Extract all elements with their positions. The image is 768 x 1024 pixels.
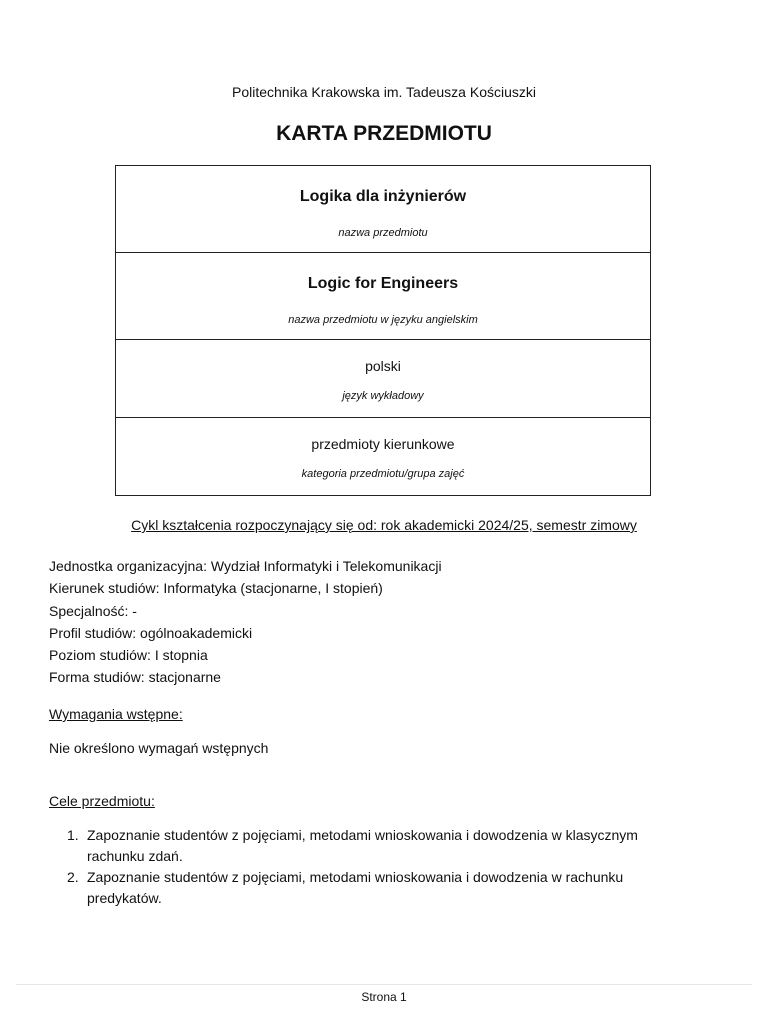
category-value: przedmioty kierunkowe: [311, 435, 455, 452]
subject-name-caption: nazwa przedmiotu: [338, 227, 428, 239]
footer-divider: [16, 984, 752, 985]
goal-text: Zapoznanie studentów z pojęciami, metodami wnioskowania i dowodzenia w klasycznym rachunku zdań.: [87, 827, 638, 864]
info-line-specialty: Specjalność: -: [49, 602, 137, 619]
info-line-profile: Profil studiów: ogólnoakademicki: [49, 624, 253, 641]
document-title: KARTA PRZEDMIOTU: [276, 122, 492, 145]
goal-text: Zapoznanie studentów z pojęciami, metodami wnioskowania i dowodzenia w rachunku predykatów.: [87, 869, 624, 906]
page-number: Strona 1: [361, 990, 407, 1004]
education-cycle-text: Cykl kształcenia rozpoczynający się od: rok akademicki 2024/25, semestr zimowy: [131, 517, 637, 533]
requirements-text: Nie określono wymagań wstępnych: [49, 740, 269, 756]
study-info: [49, 555, 442, 689]
language-cell: [116, 340, 650, 418]
subject-name-en-caption: nazwa przedmiotu w języku angielskim: [288, 314, 478, 326]
subject-name-en-cell: [116, 253, 650, 340]
category-cell: [116, 418, 650, 496]
subject-table: [115, 165, 651, 496]
language-value: polski: [365, 358, 401, 374]
subject-name-cell: [116, 166, 650, 253]
goal-number: 1.: [67, 827, 79, 843]
goals-heading: Cele przedmiotu:: [49, 793, 155, 809]
university-name: Politechnika Krakowska im. Tadeusza Kościuszki: [232, 84, 536, 100]
info-line-level: Poziom studiów: I stopnia: [49, 647, 208, 664]
requirements-heading: Wymagania wstępne:: [49, 706, 183, 722]
category-caption: kategoria przedmiotu/grupa zajęć: [301, 467, 465, 480]
education-cycle: [0, 517, 768, 533]
subject-name: Logika dla inżynierów: [299, 188, 467, 205]
language-caption: język wykładowy: [342, 390, 424, 402]
subject-name-en: Logic for Engineers: [307, 275, 459, 292]
info-line-unit: Jednostka organizacyjna: Wydział Informatyki i Telekomunikacji: [49, 558, 442, 574]
info-line-form: Forma studiów: stacjonarne: [49, 669, 221, 686]
list-item: [67, 825, 687, 867]
goals-list: [67, 825, 687, 909]
list-item: [67, 867, 687, 909]
goal-number: 2.: [67, 869, 79, 885]
info-line-field: Kierunek studiów: Informatyka (stacjonarne, I stopień): [49, 580, 383, 597]
